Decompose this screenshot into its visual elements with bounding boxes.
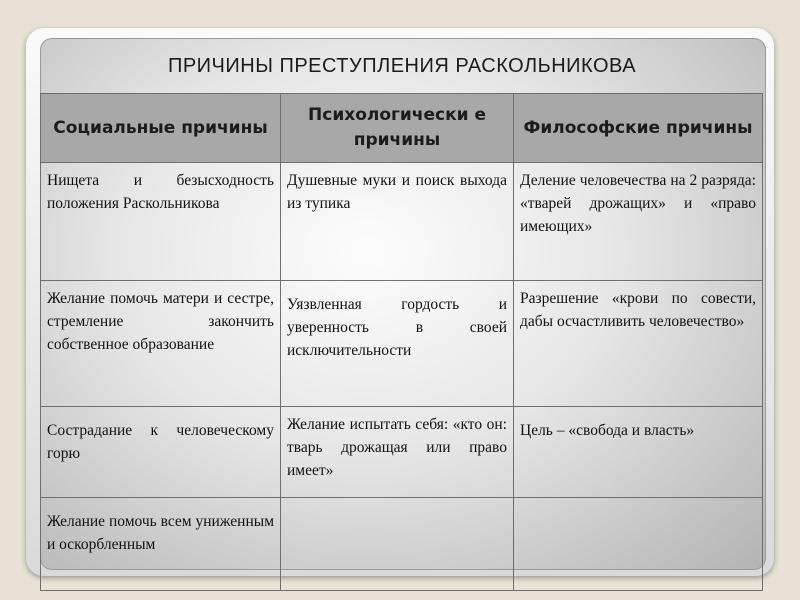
table-cell: Желание помочь матери и сестре, стремление закончить собственное образование: [41, 281, 281, 407]
table-cell: Желание испытать себя: «кто он: тварь дрожащая или право имеет»: [281, 407, 514, 498]
table-cell: Деление человечества на 2 разряда: «тварей дрожащих» и «право имеющих»: [514, 163, 763, 281]
table-cell: Цель – «свобода и власть»: [514, 407, 763, 498]
causes-table: [40, 93, 763, 591]
table-row: [41, 281, 763, 407]
table-cell: Душевные муки и поиск выхода из тупика: [281, 163, 514, 281]
table-cell: Нищета и безысходность положения Раскольникова: [41, 163, 281, 281]
table-header-row: [41, 94, 763, 163]
header-psychological: Психологически е причины: [281, 94, 514, 163]
table-cell: Сострадание к человеческому горю: [41, 407, 281, 498]
table-cell: Разрешение «крови по совести, дабы осчастливить человечество»: [514, 281, 763, 407]
table-row: [41, 407, 763, 498]
header-social: Социальные причины: [41, 94, 281, 163]
header-philosophical: Философские причины: [514, 94, 763, 163]
table-cell-empty: [514, 498, 763, 591]
slide-title: ПРИЧИНЫ ПРЕСТУПЛЕНИЯ РАСКОЛЬНИКОВА: [167, 55, 637, 77]
table-row: [41, 163, 763, 281]
table-cell: Желание помочь всем униженным и оскорбленным: [41, 498, 281, 591]
table-cell: Уязвленная гордость и уверенность в своей исключительности: [281, 281, 514, 407]
table-cell-empty: [281, 498, 514, 591]
table-row: [41, 498, 763, 591]
